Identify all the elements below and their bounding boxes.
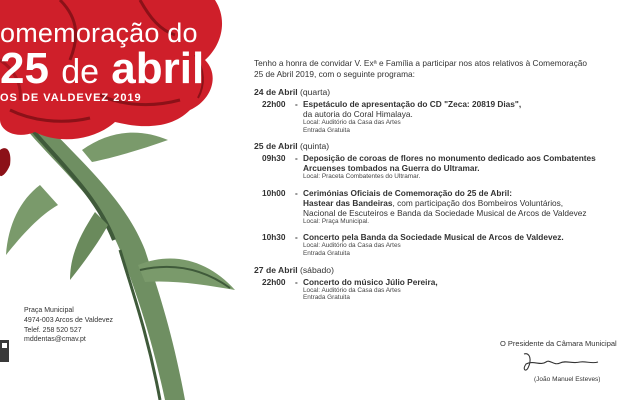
event-location: Local: Praceta Combatentes do Ultramar.	[303, 173, 421, 181]
event-title: Concerto do músico Júlio Pereira,	[303, 276, 438, 287]
event-location: Local: Praça Municipal.	[303, 217, 370, 225]
event-note-cont: Nacional de Escuteiros e Banda da Sociedade Musical de Arcos de Valdevez	[303, 207, 587, 218]
contact-phone: Telef. 258 520 527	[24, 326, 82, 334]
poster-title-word: abril	[111, 44, 205, 93]
poster-subtitle: OS DE VALDEVEZ 2019	[0, 92, 142, 104]
day-heading	[254, 87, 600, 97]
carnation-stem	[20, 118, 185, 400]
carnation-leaf	[82, 133, 168, 162]
event-time: 10h30	[262, 232, 286, 243]
event-note-line	[303, 198, 600, 208]
event-entry: Entrada Gratuita	[303, 249, 350, 257]
event-highlight: Hastear das Bandeiras	[303, 197, 393, 208]
event-bullet: -	[295, 99, 298, 109]
poster-title-line1: omemoração do	[0, 18, 198, 48]
event-bullet: -	[295, 153, 298, 164]
event-bullet: -	[295, 232, 298, 243]
event-time: 09h30	[262, 153, 286, 164]
poster-title-line2	[0, 44, 204, 94]
signature-name: (João Manuel Esteves)	[534, 376, 601, 383]
event-location: Local: Auditório da Casa das Artes	[303, 242, 401, 250]
signature-role: O Presidente da Câmara Municipal	[500, 339, 617, 348]
event-location: Local: Auditório da Casa das Artes	[303, 286, 401, 294]
contact-block	[24, 306, 113, 345]
contact-email[interactable]: mddentas@cmav.pt	[24, 336, 86, 344]
event-entry: Entrada Gratuita	[303, 126, 350, 134]
event-bullet: -	[295, 276, 298, 287]
day-date: 24 de Abril	[254, 87, 298, 97]
contact-postal: 4974-003 Arcos de Valdevez	[24, 316, 113, 324]
signature-scribble-icon	[520, 350, 600, 376]
day-heading	[254, 141, 600, 151]
contact-address: Praça Municipal	[24, 307, 74, 314]
event-note: , com participação dos Bombeiros Voluntários,	[392, 197, 564, 208]
invitation-letter	[254, 58, 600, 302]
event-note: da autoria do Coral Himalaya.	[303, 109, 413, 119]
event-title: Deposição de coroas de flores no monumento dedicado aos Combatentes	[303, 153, 596, 164]
event-item	[254, 277, 600, 302]
event-item	[254, 153, 600, 181]
event-entry: Entrada Gratuita	[303, 294, 350, 302]
event-title: Espetáculo de apresentação do CD "Zeca: 20819 Dias",	[303, 99, 522, 109]
day-weekday: (sábado)	[300, 264, 334, 275]
event-time: 22h00	[262, 276, 286, 287]
day-weekday: (quinta)	[300, 141, 330, 152]
day-date: 25 de Abril	[254, 141, 298, 152]
day-date: 27 de Abril	[254, 264, 298, 275]
intro-line2: 25 de Abril 2019, com o seguinte programa:	[254, 69, 415, 79]
poster-title-num: 25	[0, 44, 49, 93]
event-title-cont: Arcuenses tombados na Guerra do Ultramar.	[303, 163, 480, 174]
day-heading	[254, 265, 600, 275]
event-bullet: -	[295, 187, 298, 198]
event-item	[254, 232, 600, 257]
event-item	[254, 99, 600, 134]
municipal-logo-icon	[0, 340, 9, 362]
event-title: Concerto pela Banda da Sociedade Musical de Arcos de Valdevez.	[303, 232, 564, 243]
carnation-leaf	[70, 212, 108, 280]
event-time: 10h00	[262, 187, 286, 198]
intro-line1: Tenho a honra de convidar V. Exª e Família a participar nos atos relativos à Comemoração	[254, 58, 587, 68]
event-location: Local: Auditório da Casa das Artes	[303, 119, 401, 126]
carnation-leaf	[6, 185, 58, 255]
day-weekday: (quarta)	[300, 87, 331, 97]
event-title: Cerimónias Oficiais de Comemoração do 25 de Abril:	[303, 187, 513, 198]
event-item	[254, 188, 600, 226]
poster-title-de: de	[61, 53, 100, 91]
event-time: 22h00	[262, 99, 286, 109]
